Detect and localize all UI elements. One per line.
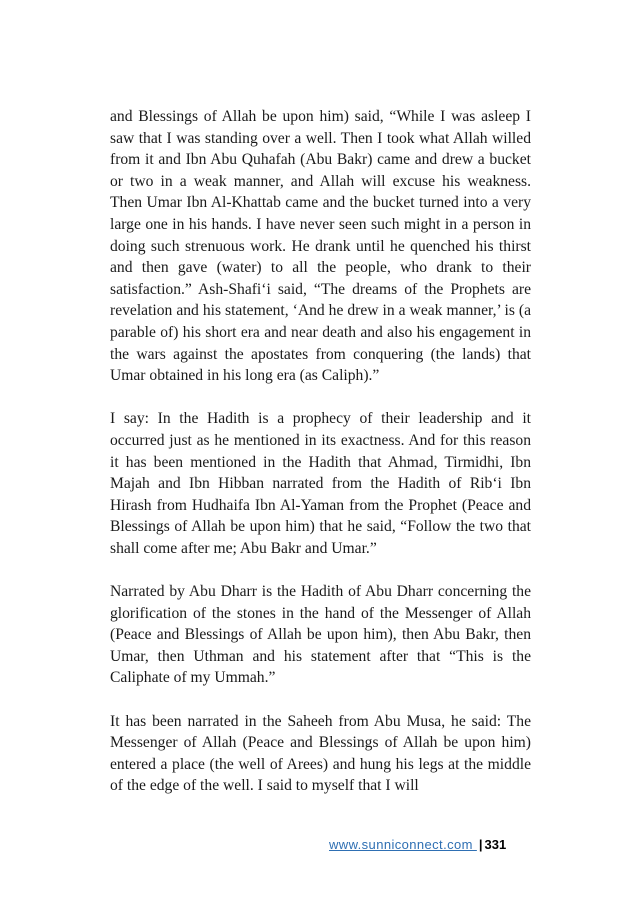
paragraph-4: It has been narrated in the Saheeh from Abu Musa, he said: The Messenger of Allah (Peace and Blessings of Allah be upon him) entered a place (the well of Arees) and hung his legs at the middle of the edge of the well. I said to myself that I will — [110, 712, 531, 795]
paragraph-3: Narrated by Abu Dharr is the Hadith of Abu Dharr concerning the glorification of the stones in the hand of the Messenger of Allah (Peace and Blessings of Allah be upon him), then Abu Bakr, then Umar, then Uthman and his statement after that “This is the Caliphate of my Ummah.” — [110, 583, 531, 687]
paragraph-1: and Blessings of Allah be upon him) said, “While I was asleep I saw that I was standing over a well. Then I took what Allah willed from it and Ibn Abu Quhafah (Abu Bakr) came and drew a bucket or two in a weak manner, and Allah will excuse his weakness. Then Umar Ibn Al-Khattab came and the bucket turned into a very large one in his hands. I have never seen such might in a person in doing such strenuous work. He drank until he quenched his thirst and then gave (water) to all the people, who drank to their satisfaction.” Ash-Shafi‘i said, “The dreams of the Prophets are revelation and his statement, ‘And he drew in a weak manner,’ is (a parable of) his short era and near death and also his engagement in the wars against the apostates from conquering (the lands) that Umar obtained in his long era (as Caliph).” — [110, 108, 531, 385]
page-number: 331 — [484, 837, 507, 852]
website-link[interactable]: www.sunniconnect.com — [329, 837, 477, 852]
page-body — [110, 106, 531, 819]
footer-separator: | — [478, 837, 483, 852]
paragraph-2: I say: In the Hadith is a prophecy of their leadership and it occurred just as he mentioned in its exactness. And for this reason it has been mentioned in the Hadith that Ahmad, Tirmidhi, Ibn Majah and Ibn Hibban narrated from the Hadith of Rib‘i Ibn Hirash from Hudhaifa Ibn Al-Yaman from the Prophet (Peace and Blessings of Allah be upon him) that he said, “Follow the two that shall come after me; Abu Bakr and Umar.” — [110, 410, 531, 557]
page-footer — [329, 837, 506, 852]
